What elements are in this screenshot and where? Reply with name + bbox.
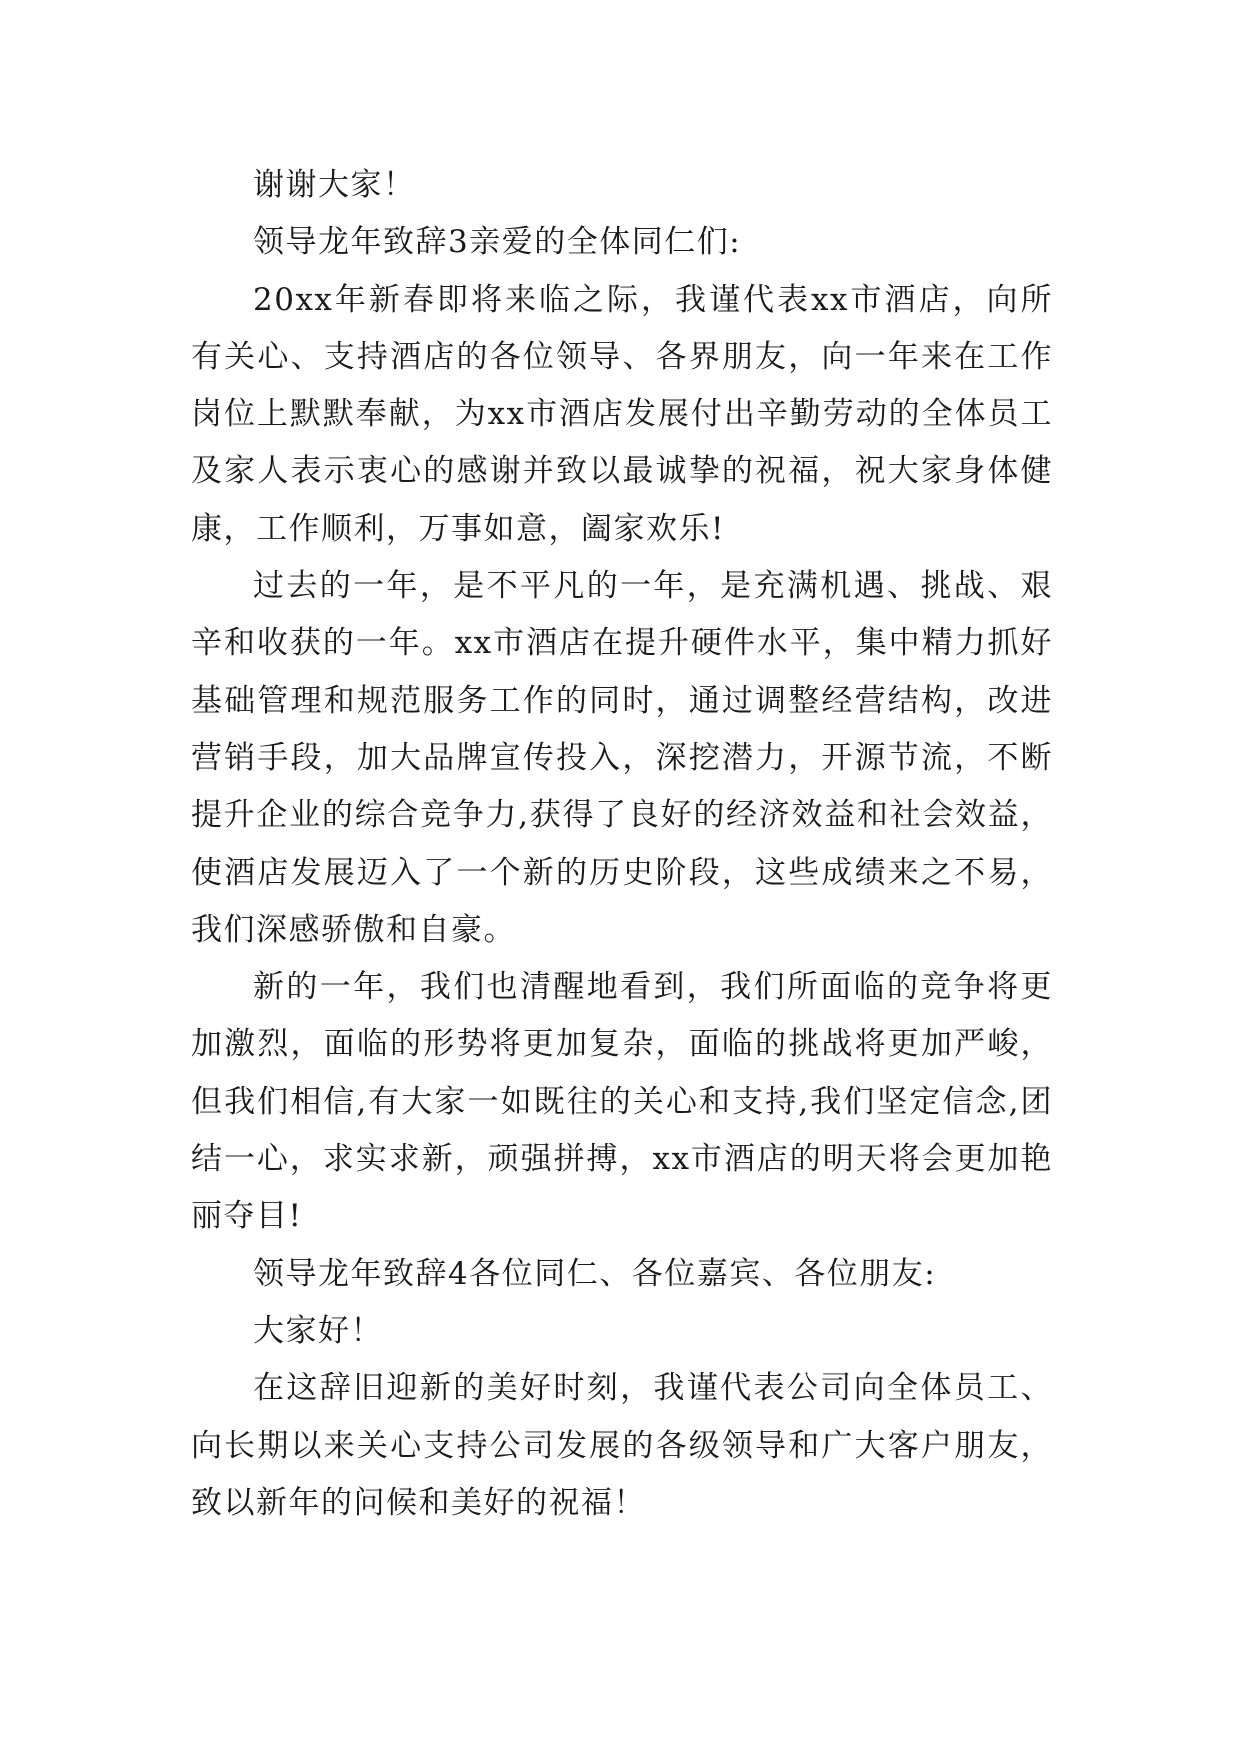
paragraph-past-year: 过去的一年，是不平凡的一年，是充满机遇、挑战、艰辛和收获的一年。xx市酒店在提升硬件水平，集中精力抓好基础管理和规范服务工作的同时，通过调整经营结构，改进营销手段，加大品牌宣传投入，深挖潜力，开源节流，不断提升企业的综合竞争力,获得了良好的经济效益和社会效益，使酒店发展迈入了一个新的历史阶段，这些成绩来之不易，我们深感骄傲和自豪。 xyxy=(191,568,1053,948)
document-body xyxy=(191,157,1053,1532)
paragraph-new-year-outlook: 新的一年，我们也清醒地看到，我们所面临的竞争将更加激烈，面临的形势将更加复杂，面临的挑战将更加严峻，但我们相信,有大家一如既往的关心和支持,我们坚定信念,团结一心，求实求新，顽强拼搏，xx市酒店的明天将会更加艳丽夺目! xyxy=(191,969,1053,1235)
paragraph-new-year-greeting: 20xx年新春即将来临之际，我谨代表xx市酒店，向所有关心、支持酒店的各位领导、各界朋友，向一年来在工作岗位上默默奉献，为xx市酒店发展付出辛勤劳动的全体员工及家人表示衷心的感谢并致以最诚挚的祝福，祝大家身体健康，工作顺利，万事如意，阖家欢乐! xyxy=(191,281,1053,547)
paragraph-thanks: 谢谢大家！ xyxy=(253,167,416,203)
paragraph-speech-3-heading: 领导龙年致辞3亲爱的全体同仁们: xyxy=(253,224,742,261)
paragraph-speech-4-heading: 领导龙年致辞4各位同仁、各位嘉宾、各位朋友: xyxy=(253,1255,937,1292)
paragraph-hello: 大家好！ xyxy=(253,1312,383,1349)
paragraph-farewell-greeting: 在这辞旧迎新的美好时刻，我谨代表公司向全体员工、向长期以来关心支持公司发展的各级领导和广大客户朋友，致以新年的问候和美好的祝福！ xyxy=(191,1370,1053,1521)
